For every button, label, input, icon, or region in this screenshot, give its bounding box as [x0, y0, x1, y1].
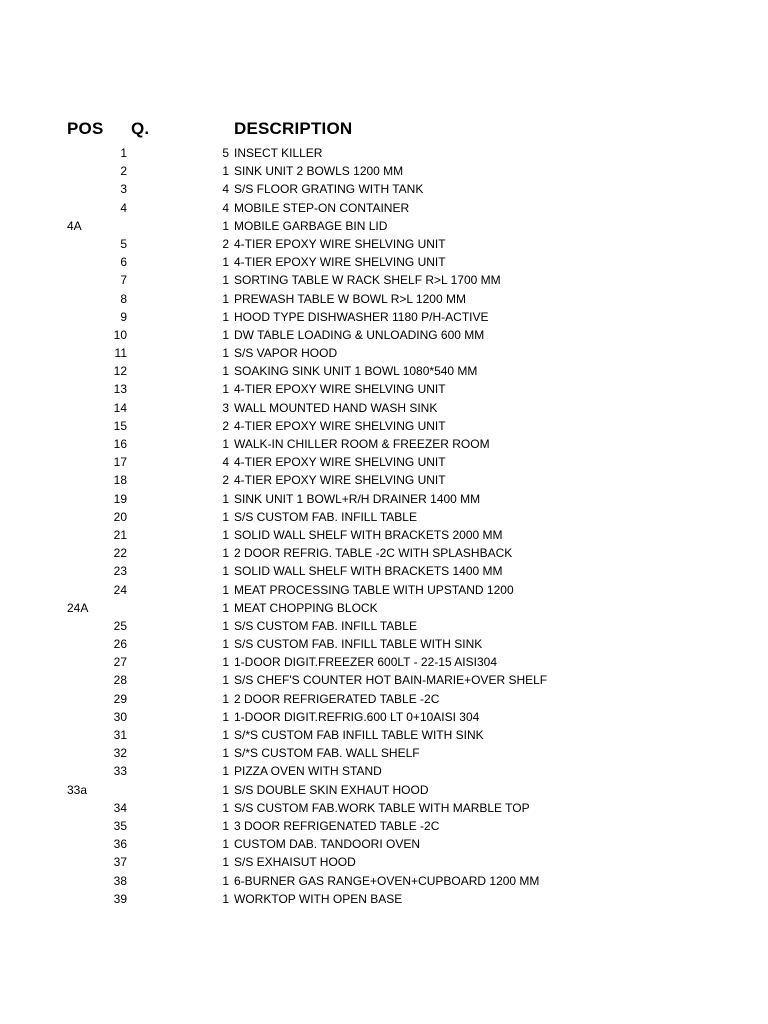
row-quantity: 1 — [222, 509, 229, 524]
row-description: 2 DOOR REFRIG. TABLE -2C WITH SPLASHBACK — [234, 546, 513, 561]
row-position: 34 — [113, 800, 127, 815]
row-position: 26 — [113, 637, 127, 652]
table-header — [0, 119, 768, 143]
row-description: S/S CUSTOM FAB. INFILL TABLE — [234, 509, 417, 524]
row-quantity: 3 — [222, 400, 229, 415]
row-position: 30 — [113, 709, 127, 724]
row-position: 8 — [120, 291, 127, 306]
row-description: DW TABLE LOADING & UNLOADING 600 MM — [234, 327, 485, 342]
table-row — [0, 690, 768, 708]
row-description: PREWASH TABLE W BOWL R>L 1200 MM — [234, 291, 466, 306]
table-row — [0, 362, 768, 380]
row-quantity: 1 — [222, 618, 229, 633]
row-description: MOBILE STEP-ON CONTAINER — [234, 200, 410, 215]
row-quantity: 1 — [222, 673, 229, 688]
table-row — [0, 653, 768, 671]
row-position: 38 — [113, 873, 127, 888]
row-description: 1-DOOR DIGIT.FREEZER 600LT - 22-15 AISI304 — [234, 655, 497, 670]
table-row — [0, 890, 768, 908]
table-row — [0, 199, 768, 217]
row-quantity: 1 — [222, 164, 229, 179]
table-row — [0, 380, 768, 398]
table-row — [0, 781, 768, 799]
row-quantity: 1 — [222, 218, 229, 233]
row-description: 4-TIER EPOXY WIRE SHELVING UNIT — [234, 455, 446, 470]
table-row — [0, 399, 768, 417]
row-description: WALL MOUNTED HAND WASH SINK — [234, 400, 438, 415]
table-row — [0, 508, 768, 526]
row-position: 19 — [113, 491, 127, 506]
table-row — [0, 744, 768, 762]
row-position: 2 — [120, 164, 127, 179]
row-position: 9 — [120, 309, 127, 324]
table-row — [0, 344, 768, 362]
row-quantity: 1 — [222, 837, 229, 852]
table-row — [0, 708, 768, 726]
table-row — [0, 144, 768, 162]
table-row — [0, 671, 768, 689]
row-description: 2 DOOR REFRIGERATED TABLE -2C — [234, 691, 440, 706]
row-description: S/S DOUBLE SKIN EXHAUT HOOD — [234, 782, 429, 797]
row-quantity: 5 — [222, 146, 229, 160]
row-quantity: 1 — [222, 382, 229, 397]
row-quantity: 4 — [222, 455, 229, 470]
row-description: SOLID WALL SHELF WITH BRACKETS 1400 MM — [234, 564, 503, 579]
table-row — [0, 490, 768, 508]
header-description: DESCRIPTION — [234, 119, 353, 138]
row-quantity: 1 — [222, 564, 229, 579]
row-quantity: 1 — [222, 782, 229, 797]
row-quantity: 1 — [222, 655, 229, 670]
row-quantity: 1 — [222, 691, 229, 706]
row-quantity: 1 — [222, 600, 229, 615]
table-row — [0, 581, 768, 599]
table-row — [0, 799, 768, 817]
row-description: 3 DOOR REFRIGENATED TABLE -2C — [234, 818, 440, 833]
row-description: 4-TIER EPOXY WIRE SHELVING UNIT — [234, 382, 446, 397]
row-quantity: 1 — [222, 855, 229, 870]
row-position: 3 — [120, 182, 127, 197]
table-row — [0, 853, 768, 871]
row-position: 1 — [120, 146, 127, 160]
row-description: INSECT KILLER — [234, 146, 323, 160]
row-description: WALK-IN CHILLER ROOM & FREEZER ROOM — [234, 437, 490, 451]
row-quantity: 2 — [222, 236, 229, 251]
row-quantity: 1 — [222, 491, 229, 506]
row-description: MEAT CHOPPING BLOCK — [234, 600, 378, 615]
table-row — [0, 271, 768, 289]
row-position: 6 — [120, 255, 127, 270]
row-description: S/S CUSTOM FAB.WORK TABLE WITH MARBLE TOP — [234, 800, 530, 815]
row-description: 6-BURNER GAS RANGE+OVEN+CUPBOARD 1200 MM — [234, 873, 540, 888]
row-position: 37 — [113, 855, 127, 870]
row-description: S/*S CUSTOM FAB. WALL SHELF — [234, 746, 420, 761]
row-description: SORTING TABLE W RACK SHELF R>L 1700 MM — [234, 273, 501, 288]
table-row — [0, 253, 768, 271]
table-row — [0, 235, 768, 253]
row-position: 23 — [113, 564, 127, 579]
row-position: 16 — [113, 437, 127, 451]
row-quantity: 1 — [222, 891, 229, 906]
row-quantity: 4 — [222, 182, 229, 197]
row-description: S/S CUSTOM FAB. INFILL TABLE WITH SINK — [234, 637, 483, 652]
row-quantity: 2 — [222, 473, 229, 488]
row-description: MOBILE GARBAGE BIN LID — [234, 218, 388, 233]
row-position: 35 — [113, 818, 127, 833]
row-quantity: 1 — [222, 764, 229, 779]
row-quantity: 1 — [222, 346, 229, 361]
row-position: 24 — [113, 582, 127, 597]
row-position: 10 — [113, 327, 127, 342]
table-row — [0, 290, 768, 308]
row-quantity: 1 — [222, 546, 229, 561]
row-label: 4A — [67, 218, 82, 233]
table-row — [0, 435, 768, 453]
header-quantity: Q. — [131, 119, 150, 138]
row-position: 17 — [113, 455, 127, 470]
table-row — [0, 635, 768, 653]
row-quantity: 4 — [222, 200, 229, 215]
row-description: S/S FLOOR GRATING WITH TANK — [234, 182, 424, 197]
row-quantity: 1 — [222, 364, 229, 379]
row-quantity: 1 — [222, 818, 229, 833]
header-pos: POS — [67, 119, 104, 138]
row-description: S/S EXHAISUT HOOD — [234, 855, 356, 870]
row-position: 21 — [113, 527, 127, 542]
row-description: 1-DOOR DIGIT.REFRIG.600 LT 0+10AISI 304 — [234, 709, 480, 724]
row-quantity: 1 — [222, 255, 229, 270]
table-row — [0, 308, 768, 326]
table-row — [0, 217, 768, 235]
row-quantity: 1 — [222, 527, 229, 542]
row-description: SINK UNIT 2 BOWLS 1200 MM — [234, 164, 404, 179]
row-label: 24A — [67, 600, 89, 615]
row-position: 22 — [113, 546, 127, 561]
table-row — [0, 417, 768, 435]
table-row — [0, 180, 768, 198]
row-position: 27 — [113, 655, 127, 670]
row-position: 28 — [113, 673, 127, 688]
table-row — [0, 326, 768, 344]
table-row — [0, 817, 768, 835]
row-quantity: 1 — [222, 437, 229, 451]
row-position: 13 — [113, 382, 127, 397]
row-position: 12 — [113, 364, 127, 379]
row-quantity: 1 — [222, 746, 229, 761]
table-row — [0, 471, 768, 489]
row-position: 29 — [113, 691, 127, 706]
table-row — [0, 599, 768, 617]
row-description: 4-TIER EPOXY WIRE SHELVING UNIT — [234, 255, 446, 270]
table-row — [0, 762, 768, 780]
row-quantity: 1 — [222, 800, 229, 815]
row-position: 11 — [114, 346, 127, 361]
row-quantity: 1 — [222, 873, 229, 888]
row-description: HOOD TYPE DISHWASHER 1180 P/H-ACTIVE — [234, 309, 489, 324]
row-description: SOLID WALL SHELF WITH BRACKETS 2000 MM — [234, 527, 503, 542]
row-position: 32 — [113, 746, 127, 761]
row-description: 4-TIER EPOXY WIRE SHELVING UNIT — [234, 473, 446, 488]
table-row — [0, 835, 768, 853]
row-description: S/S CUSTOM FAB. INFILL TABLE — [234, 618, 417, 633]
row-position: 36 — [113, 837, 127, 852]
row-quantity: 1 — [222, 273, 229, 288]
row-quantity: 1 — [222, 709, 229, 724]
table-row — [0, 617, 768, 635]
equipment-rows — [0, 144, 768, 908]
row-position: 15 — [113, 418, 127, 433]
row-position: 33 — [113, 764, 127, 779]
row-description: SINK UNIT 1 BOWL+R/H DRAINER 1400 MM — [234, 491, 481, 506]
row-description: WORKTOP WITH OPEN BASE — [234, 891, 403, 906]
row-quantity: 1 — [222, 291, 229, 306]
row-position: 4 — [120, 200, 127, 215]
row-position: 31 — [113, 728, 127, 742]
table-row — [0, 726, 768, 744]
table-row — [0, 162, 768, 180]
row-position: 20 — [113, 509, 127, 524]
row-quantity: 1 — [222, 637, 229, 652]
row-quantity: 2 — [222, 418, 229, 433]
row-description: PIZZA OVEN WITH STAND — [234, 764, 382, 779]
row-description: S/S CHEF'S COUNTER HOT BAIN-MARIE+OVER SHELF — [234, 673, 548, 688]
row-position: 39 — [113, 891, 127, 906]
row-position: 25 — [113, 618, 127, 633]
table-row — [0, 544, 768, 562]
row-label: 33a — [67, 782, 88, 797]
row-description: MEAT PROCESSING TABLE WITH UPSTAND 1200 — [234, 582, 514, 597]
table-row — [0, 562, 768, 580]
row-description: CUSTOM DAB. TANDOORI OVEN — [234, 837, 421, 852]
row-position: 18 — [113, 473, 127, 488]
table-row — [0, 872, 768, 890]
row-description: 4-TIER EPOXY WIRE SHELVING UNIT — [234, 236, 446, 251]
row-quantity: 1 — [222, 309, 229, 324]
row-position: 7 — [120, 273, 127, 288]
row-quantity: 1 — [222, 327, 229, 342]
row-description: 4-TIER EPOXY WIRE SHELVING UNIT — [234, 418, 446, 433]
row-quantity: 1 — [222, 582, 229, 597]
row-description: SOAKING SINK UNIT 1 BOWL 1080*540 MM — [234, 364, 478, 379]
row-description: S/S VAPOR HOOD — [234, 346, 338, 361]
table-row — [0, 453, 768, 471]
row-description: S/*S CUSTOM FAB INFILL TABLE WITH SINK — [234, 728, 484, 742]
table-row — [0, 526, 768, 544]
row-quantity: 1 — [222, 728, 229, 742]
row-position: 14 — [113, 400, 127, 415]
row-position: 5 — [120, 236, 127, 251]
